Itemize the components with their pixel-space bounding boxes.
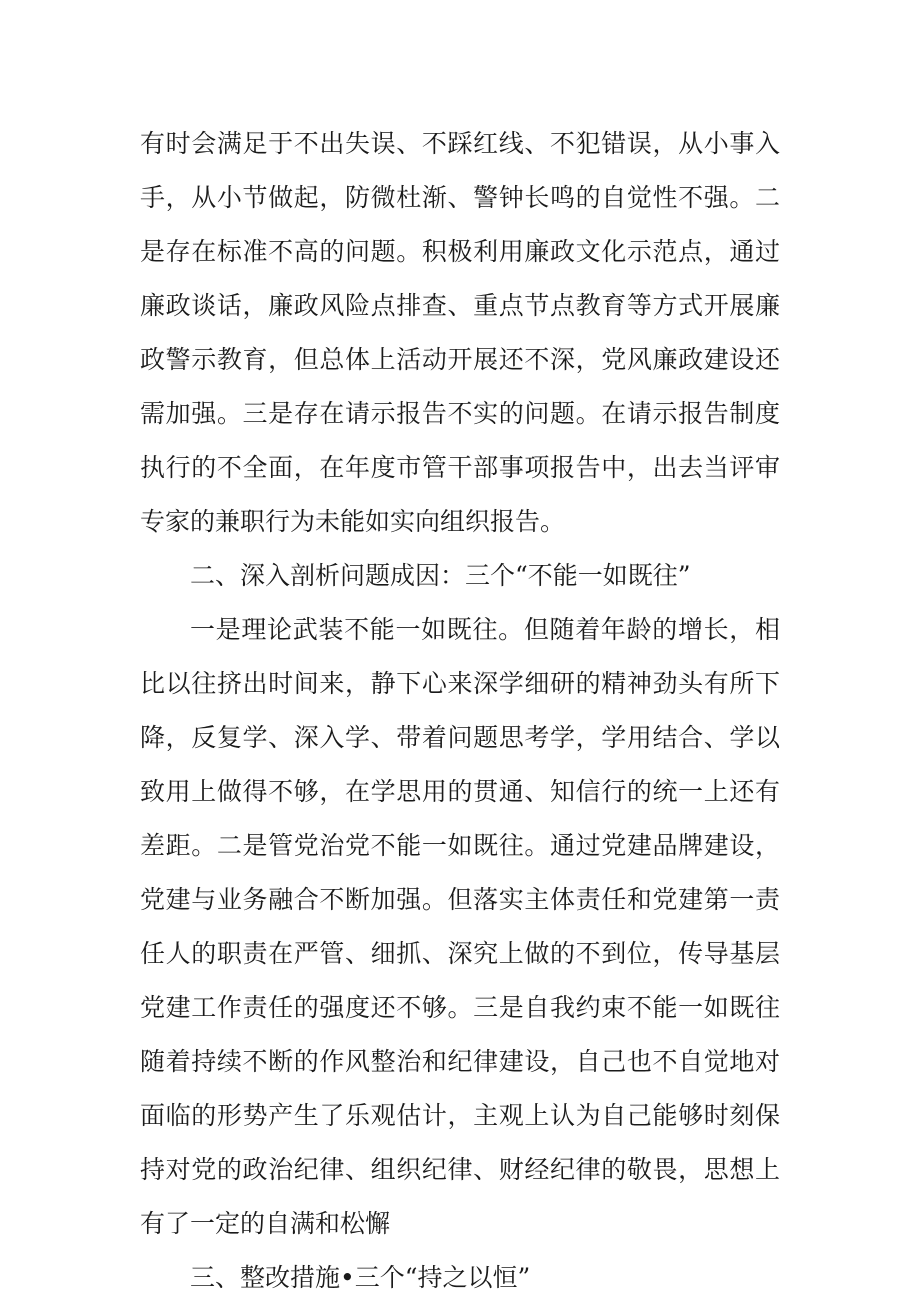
text-line: 差距。二是管党治党不能一如既往。通过党建品牌建设， <box>140 831 780 860</box>
text-line: 党建与业务融合不断加强。但落实主体责任和党建第一责 <box>140 885 780 914</box>
section-heading: 二、深入剖析问题成因：三个“不能一如既往” <box>190 561 691 590</box>
text-line: 有了一定的自满和松懈 <box>140 1209 391 1238</box>
text-line: 面临的形势产生了乐观估计，主观上认为自己能够时刻保 <box>140 1101 780 1130</box>
text-line: 随着持续不断的作风整治和纪律建设，自己也不自觉地对 <box>140 1047 780 1076</box>
text-line: 降，反复学、深入学、带着问题思考学，学用结合、学以 <box>140 723 780 752</box>
text-line: 致用上做得不够，在学思用的贯通、知信行的统一上还有 <box>140 777 780 806</box>
text-line: 任人的职责在严管、细抓、深究上做的不到位，传导基层 <box>140 939 780 968</box>
text-line: 需加强。三是存在请示报告不实的问题。在请示报告制度 <box>140 399 780 428</box>
text-line: 有时会满足于不出失误、不踩红线、不犯错误，从小事入 <box>140 129 780 158</box>
text-line: 政警示教育，但总体上活动开展还不深，党风廉政建设还 <box>140 345 780 374</box>
text-line: 一是理论武装不能一如既往。但随着年龄的增长，相 <box>190 615 780 644</box>
text-line: 是存在标准不高的问题。积极利用廉政文化示范点，通过 <box>140 237 780 266</box>
text-line: 党建工作责任的强度还不够。三是自我约束不能一如既往 <box>140 993 780 1022</box>
text-line: 手，从小节做起，防微杜渐、警钟长鸣的自觉性不强。二 <box>140 183 780 212</box>
text-line: 执行的不全面，在年度市管干部事项报告中，出去当评审 <box>140 453 780 482</box>
section-heading: 三、整改措施•三个“持之以恒” <box>190 1263 531 1292</box>
text-line: 持对党的政治纪律、组织纪律、财经纪律的敬畏，思想上 <box>140 1155 780 1184</box>
text-line: 比以往挤出时间来，静下心来深学细研的精神劲头有所下 <box>140 669 780 698</box>
text-line: 廉政谈话，廉政风险点排查、重点节点教育等方式开展廉 <box>140 291 780 320</box>
text-line: 专家的兼职行为未能如实向组织报告。 <box>140 507 566 536</box>
